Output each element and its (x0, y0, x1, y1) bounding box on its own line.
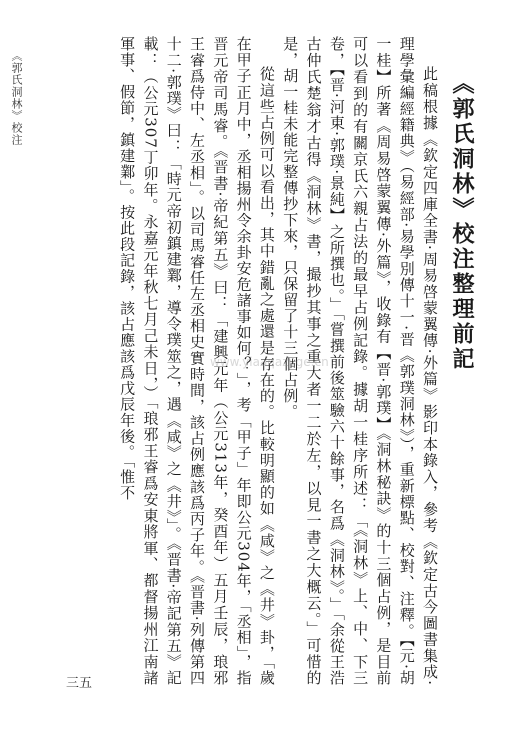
watermark: www.yiaaqazyge.cn (210, 355, 329, 369)
paragraph-2: 從這些占例可以看出，其中錯亂之處還是存在的。比較明顯的如《咸》之《井》卦，「歲在甲子正月中，丞相揚州令余卦安危諸事如何？」，考「甲子」年即公元304年，「丞相」，指晋元帝司馬睿。《晋書·帝紀第五》曰：「建興元年（公元313年，癸酉年）五月壬辰，琅邪王睿爲侍中、左丞相」。以司馬睿任左丞相史實時間，該占例應該爲丙子年。《晋書·列傳第四十二·郭璞》曰：「時元帝初鎮建鄴，導令璞筮之，遇《咸》之《井》」。《晋書·帝記第五》記載：（公元307丁卯年。永嘉元年秋七月己未日，）「琅邪王睿爲安東將軍、都督揚州江南諸軍事、假節，鎮建鄴」。按此段記錄，該占應該爲戊辰年後。「惟不 (118, 36, 276, 686)
page-title: 《郭氏洞林》校注整理前記 (449, 72, 475, 372)
page-number: 三五 (66, 676, 93, 691)
running-header: 《郭氏洞林》校注 (10, 50, 23, 146)
paragraph-1: 此稿根據《欽定四庫全書·周易啓蒙翼傳·外篇》影印本錄入，參考《欽定古今圖書集成·理學彙編經籍典》（易經部·易學別傳十一·晋《郭璞洞林》），重新標點、校對、注釋。【元·胡一桂】所著《周易啓蒙翼傳·外篇》，收錄有【晋·郭璞】《洞林秘訣》的十三個占例，是目前可以看到的有關京氏六親占法的最早占例記錄。據胡一桂序所述：「《洞林》上、中、下三卷，【晋·河東·郭璞·景純】之所撰也。」「嘗撰前後筮驗六十餘事，名爲《洞林》。」「余從王浩古仲氏楚翁才古得《洞林》書，撮抄其事之重大者一二於左，以見一書之大概云。」可惜的是，胡一桂未能完整傳抄下來，只保留了十三個占例。 (281, 36, 439, 686)
